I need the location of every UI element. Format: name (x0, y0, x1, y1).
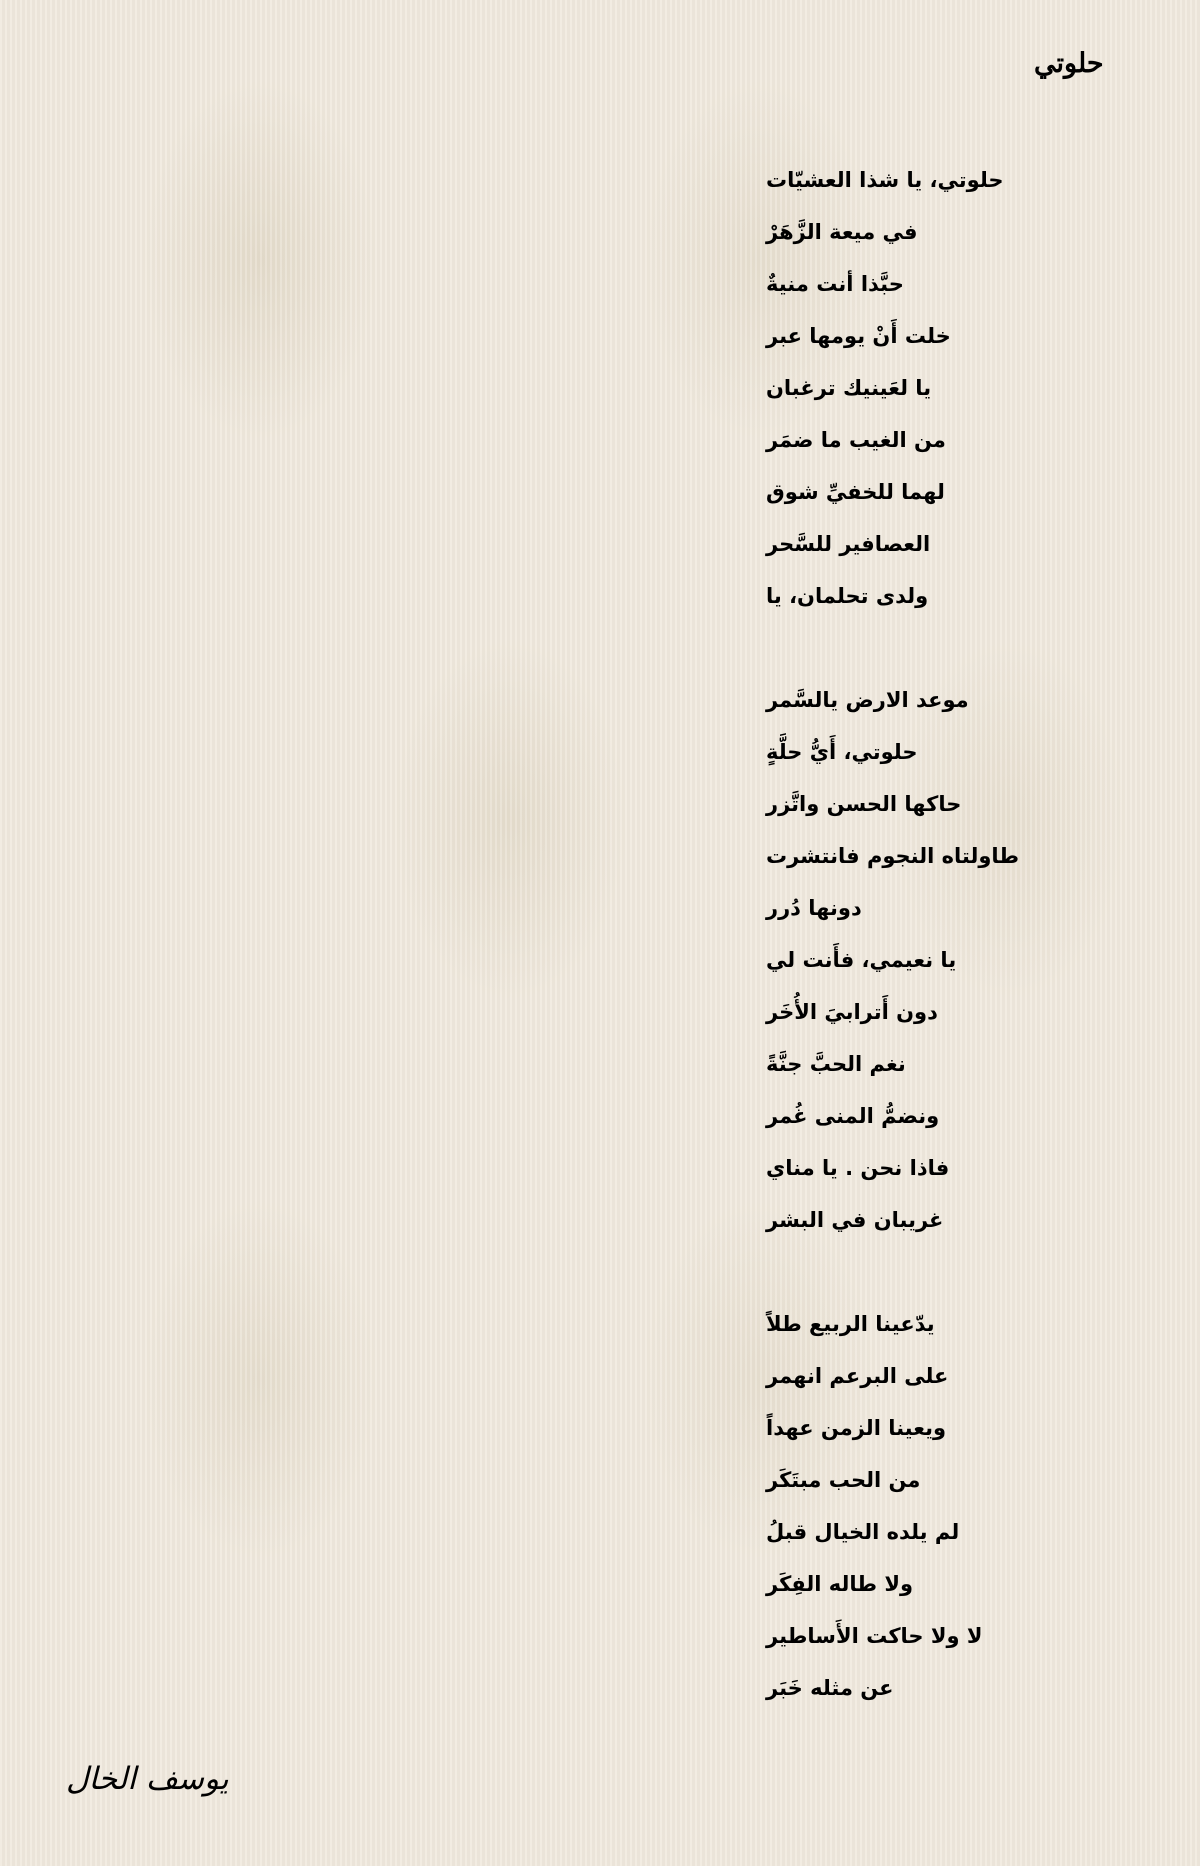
poem-line: ولا طاله الفِكَر (766, 1572, 914, 1596)
poem-line: يا نعيمي، فأَنت لي (766, 948, 957, 972)
poem-line: يا لعَينيك ترغبان (766, 376, 932, 400)
poem-line: من الحب مبتَكَر (766, 1468, 921, 1492)
poem-line: موعد الارض يالسَّمر (766, 688, 969, 712)
poem-line: على البرعم انهمر (766, 1364, 949, 1388)
poem-line: عن مثله خَبَر (766, 1676, 894, 1700)
stanza-2 (766, 674, 1126, 1246)
poem-line: في ميعة الزَّهَرْ (766, 220, 918, 244)
poem-line: لهما للخفيِّ شوق (766, 480, 945, 504)
stanza-3 (766, 1298, 1126, 1714)
poem-line: حبَّذا أنت منيةٌ (766, 272, 904, 296)
poet-name: يوسف الخال (66, 1761, 229, 1797)
poem-line: لا ولا حاكت الأَساطير (766, 1624, 983, 1648)
poem-line: نغم الحبَّ جنَّةً (766, 1052, 906, 1076)
poem-line: فاذا نحن . يا مناي (766, 1156, 950, 1180)
poem-line: حاكها الحسن واتَّزر (766, 792, 962, 816)
poem-line: حلوتي، يا شذا العشيّات (766, 168, 1004, 192)
poem-line: لم يلده الخيال قبلُ (766, 1520, 960, 1544)
poem-line: دون أَترابيَ الأُخَر (766, 1000, 938, 1024)
poem-line: ولدى تحلمان، يا (766, 584, 929, 608)
poem-line: من الغيب ما ضمَر (766, 428, 946, 452)
poem-line: ويعينا الزمن عهداً (766, 1416, 947, 1440)
poem-line: دونها دُرر (766, 896, 862, 920)
poem-line: طاولتاه النجوم فانتشرت (766, 844, 1020, 868)
poem-line: ونضمُّ المنى غُمر (766, 1104, 940, 1128)
poem-title: حلوتي (1034, 48, 1104, 79)
poem-line: حلوتي، أَيُّ حلَّةٍ (766, 740, 918, 764)
poem-line: خلت أَنْ يومها عبر (766, 324, 951, 348)
poem-line: غريبان في البشر (766, 1208, 944, 1232)
poem-line: يدّعينا الربيع طلاً (766, 1312, 935, 1336)
poem-line: العصافير للسَّحر (766, 532, 931, 556)
stanza-1 (766, 154, 1126, 622)
